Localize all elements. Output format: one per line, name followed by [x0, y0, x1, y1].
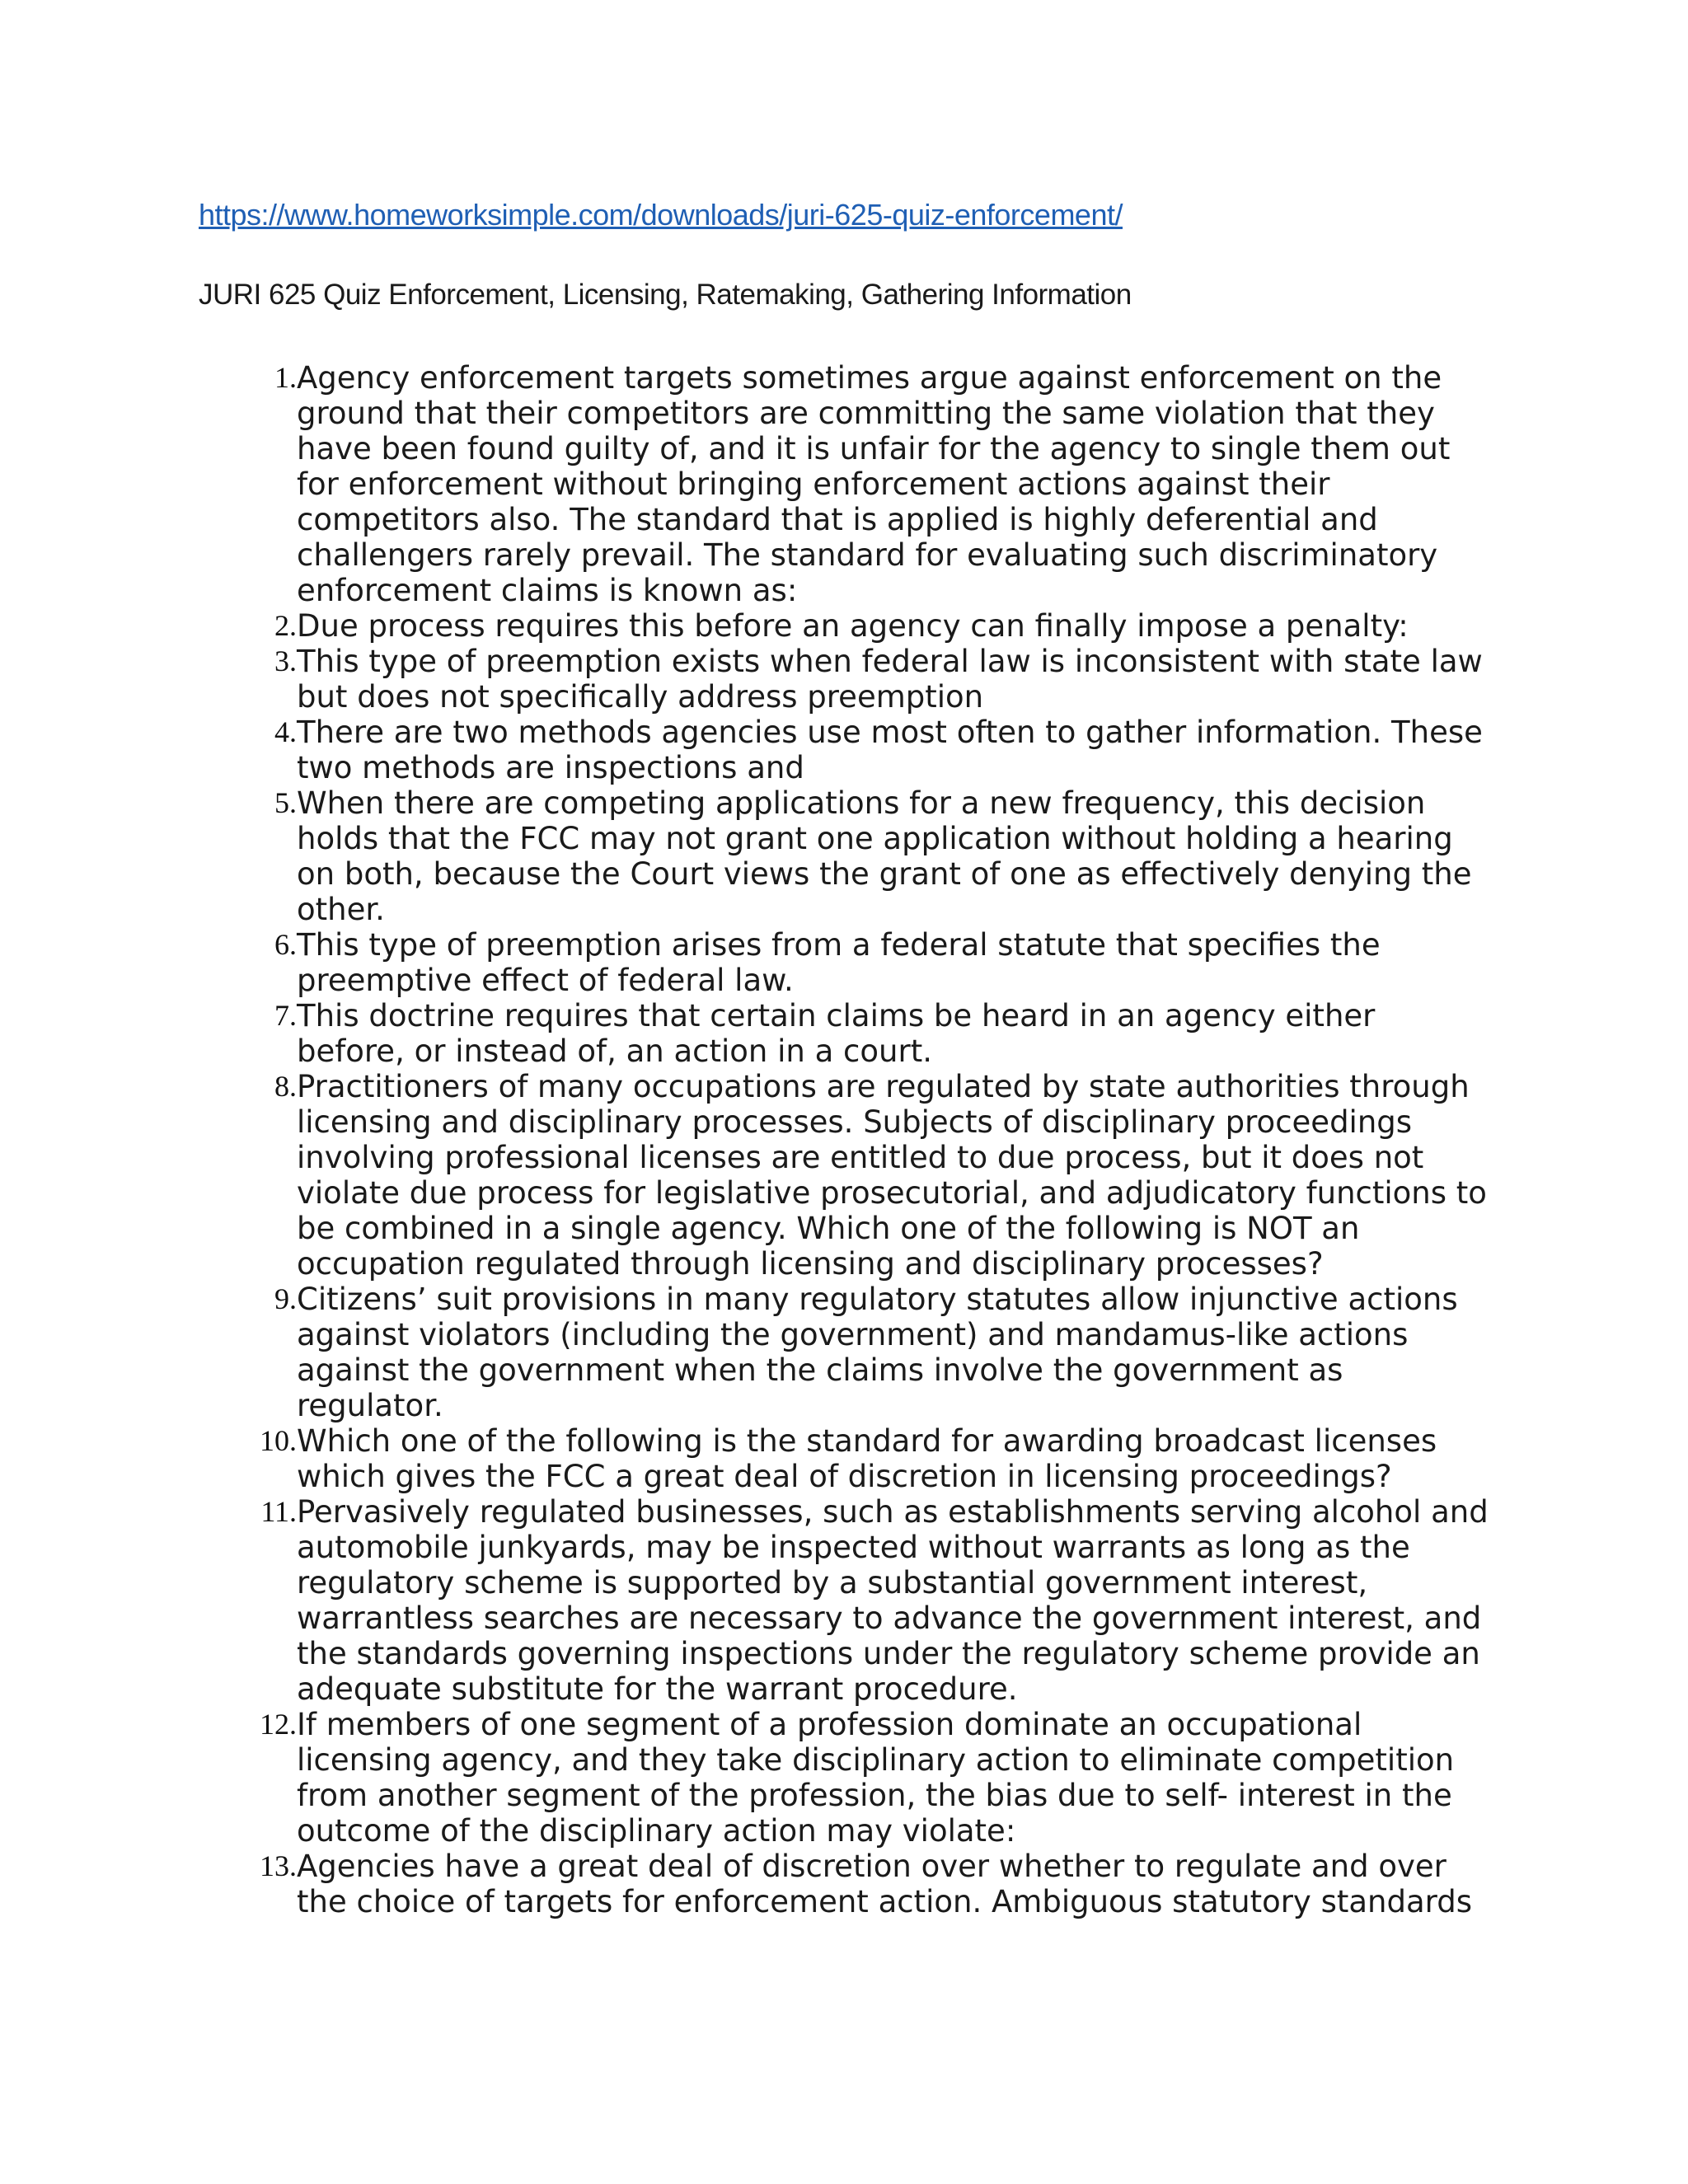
question-number: 7.: [274, 999, 297, 1032]
question-text: If members of one segment of a profession dominate an occupational licensing agency, and they take disciplinary action to eliminate competition from another segment of the profession, the bias due to self- interest in the outcome of the disciplinary action may violate:: [297, 1707, 1455, 1849]
question-item: [244, 715, 1497, 785]
source-link[interactable]: https://www.homeworksimple.com/downloads/juri-625-quiz-enforcement/: [199, 198, 1123, 232]
question-item: [244, 1423, 1497, 1494]
question-item: [244, 1494, 1497, 1707]
question-number: 10.: [260, 1424, 297, 1457]
question-text: This doctrine requires that certain claims be heard in an agency either before, or instead of, an action in a court.: [297, 998, 1376, 1069]
question-text: This type of preemption arises from a federal statute that specifies the preemptive effect of federal law.: [297, 927, 1381, 998]
question-number: 2.: [274, 609, 297, 642]
question-text: Practitioners of many occupations are regulated by state authorities through licensing and disciplinary processes. Subjects of disciplinary proceedings involving professional licenses are entitled to due process, but it does not violate due process for legislative prosecutorial, and adjudicatory functions to be combined in a single agency. Which one of the following is NOT an occupation regulated through licensing and disciplinary processes?: [297, 1069, 1487, 1282]
question-text: This type of preemption exists when federal law is inconsistent with state law but does not specifically address preemption: [297, 644, 1483, 715]
question-text: Pervasively regulated businesses, such as establishments serving alcohol and automobile junkyards, may be inspected without warrants as long as the regulatory scheme is supported by a substantial government interest, warrantless searches are necessary to advance the government interest, and the standards governing inspections under the regulatory scheme provide an adequate substitute for the warrant procedure.: [297, 1494, 1489, 1707]
question-number: 3.: [274, 644, 297, 677]
question-item: [244, 1707, 1497, 1849]
question-number: 5.: [274, 786, 297, 819]
question-item: [244, 1849, 1497, 1919]
question-item: [244, 360, 1497, 608]
question-number: 1.: [274, 361, 297, 394]
question-number: 6.: [274, 928, 297, 961]
question-number: 8.: [274, 1070, 297, 1103]
question-number: 9.: [274, 1282, 297, 1315]
question-text: Agencies have a great deal of discretion over whether to regulate and over the choice of targets for enforcement action. Ambiguous statutory standards: [297, 1849, 1472, 1919]
question-text: Due process requires this before an agency can finally impose a penalty:: [297, 608, 1409, 644]
document-title: JURI 625 Quiz Enforcement, Licensing, Ratemaking, Gathering Information: [199, 279, 1132, 311]
question-item: [244, 785, 1497, 927]
question-number: 4.: [274, 715, 297, 748]
question-item: [244, 608, 1497, 644]
question-number: 12.: [260, 1708, 297, 1741]
question-text: Agency enforcement targets sometimes argue against enforcement on the ground that their competitors are committing the same violation that they have been found guilty of, and it is unfair for the agency to single them out for enforcement without bringing enforcement actions against their competitors also. The standard that is applied is highly deferential and challengers rarely prevail. The standard for evaluating such discriminatory enforcement claims is known as:: [297, 360, 1451, 608]
question-item: [244, 927, 1497, 998]
question-text: Citizens’ suit provisions in many regulatory statutes allow injunctive actions against violators (including the government) and mandamus-like actions against the government when the claims involve the government as regulator.: [297, 1282, 1458, 1423]
question-item: [244, 1282, 1497, 1423]
question-text: When there are competing applications for a new frequency, this decision holds that the FCC may not grant one application without holding a hearing on both, because the Court views the grant of one as effectively denying the other.: [297, 785, 1472, 927]
question-text: Which one of the following is the standard for awarding broadcast licenses which gives the FCC a great deal of discretion in licensing proceedings?: [297, 1423, 1437, 1494]
question-item: [244, 1069, 1497, 1282]
question-item: [244, 998, 1497, 1069]
question-number: 13.: [260, 1849, 297, 1882]
question-number: 11.: [260, 1495, 297, 1528]
question-text: There are two methods agencies use most often to gather information. These two methods are inspections and: [297, 715, 1483, 785]
question-item: [244, 644, 1497, 715]
question-list: [244, 360, 1497, 1919]
